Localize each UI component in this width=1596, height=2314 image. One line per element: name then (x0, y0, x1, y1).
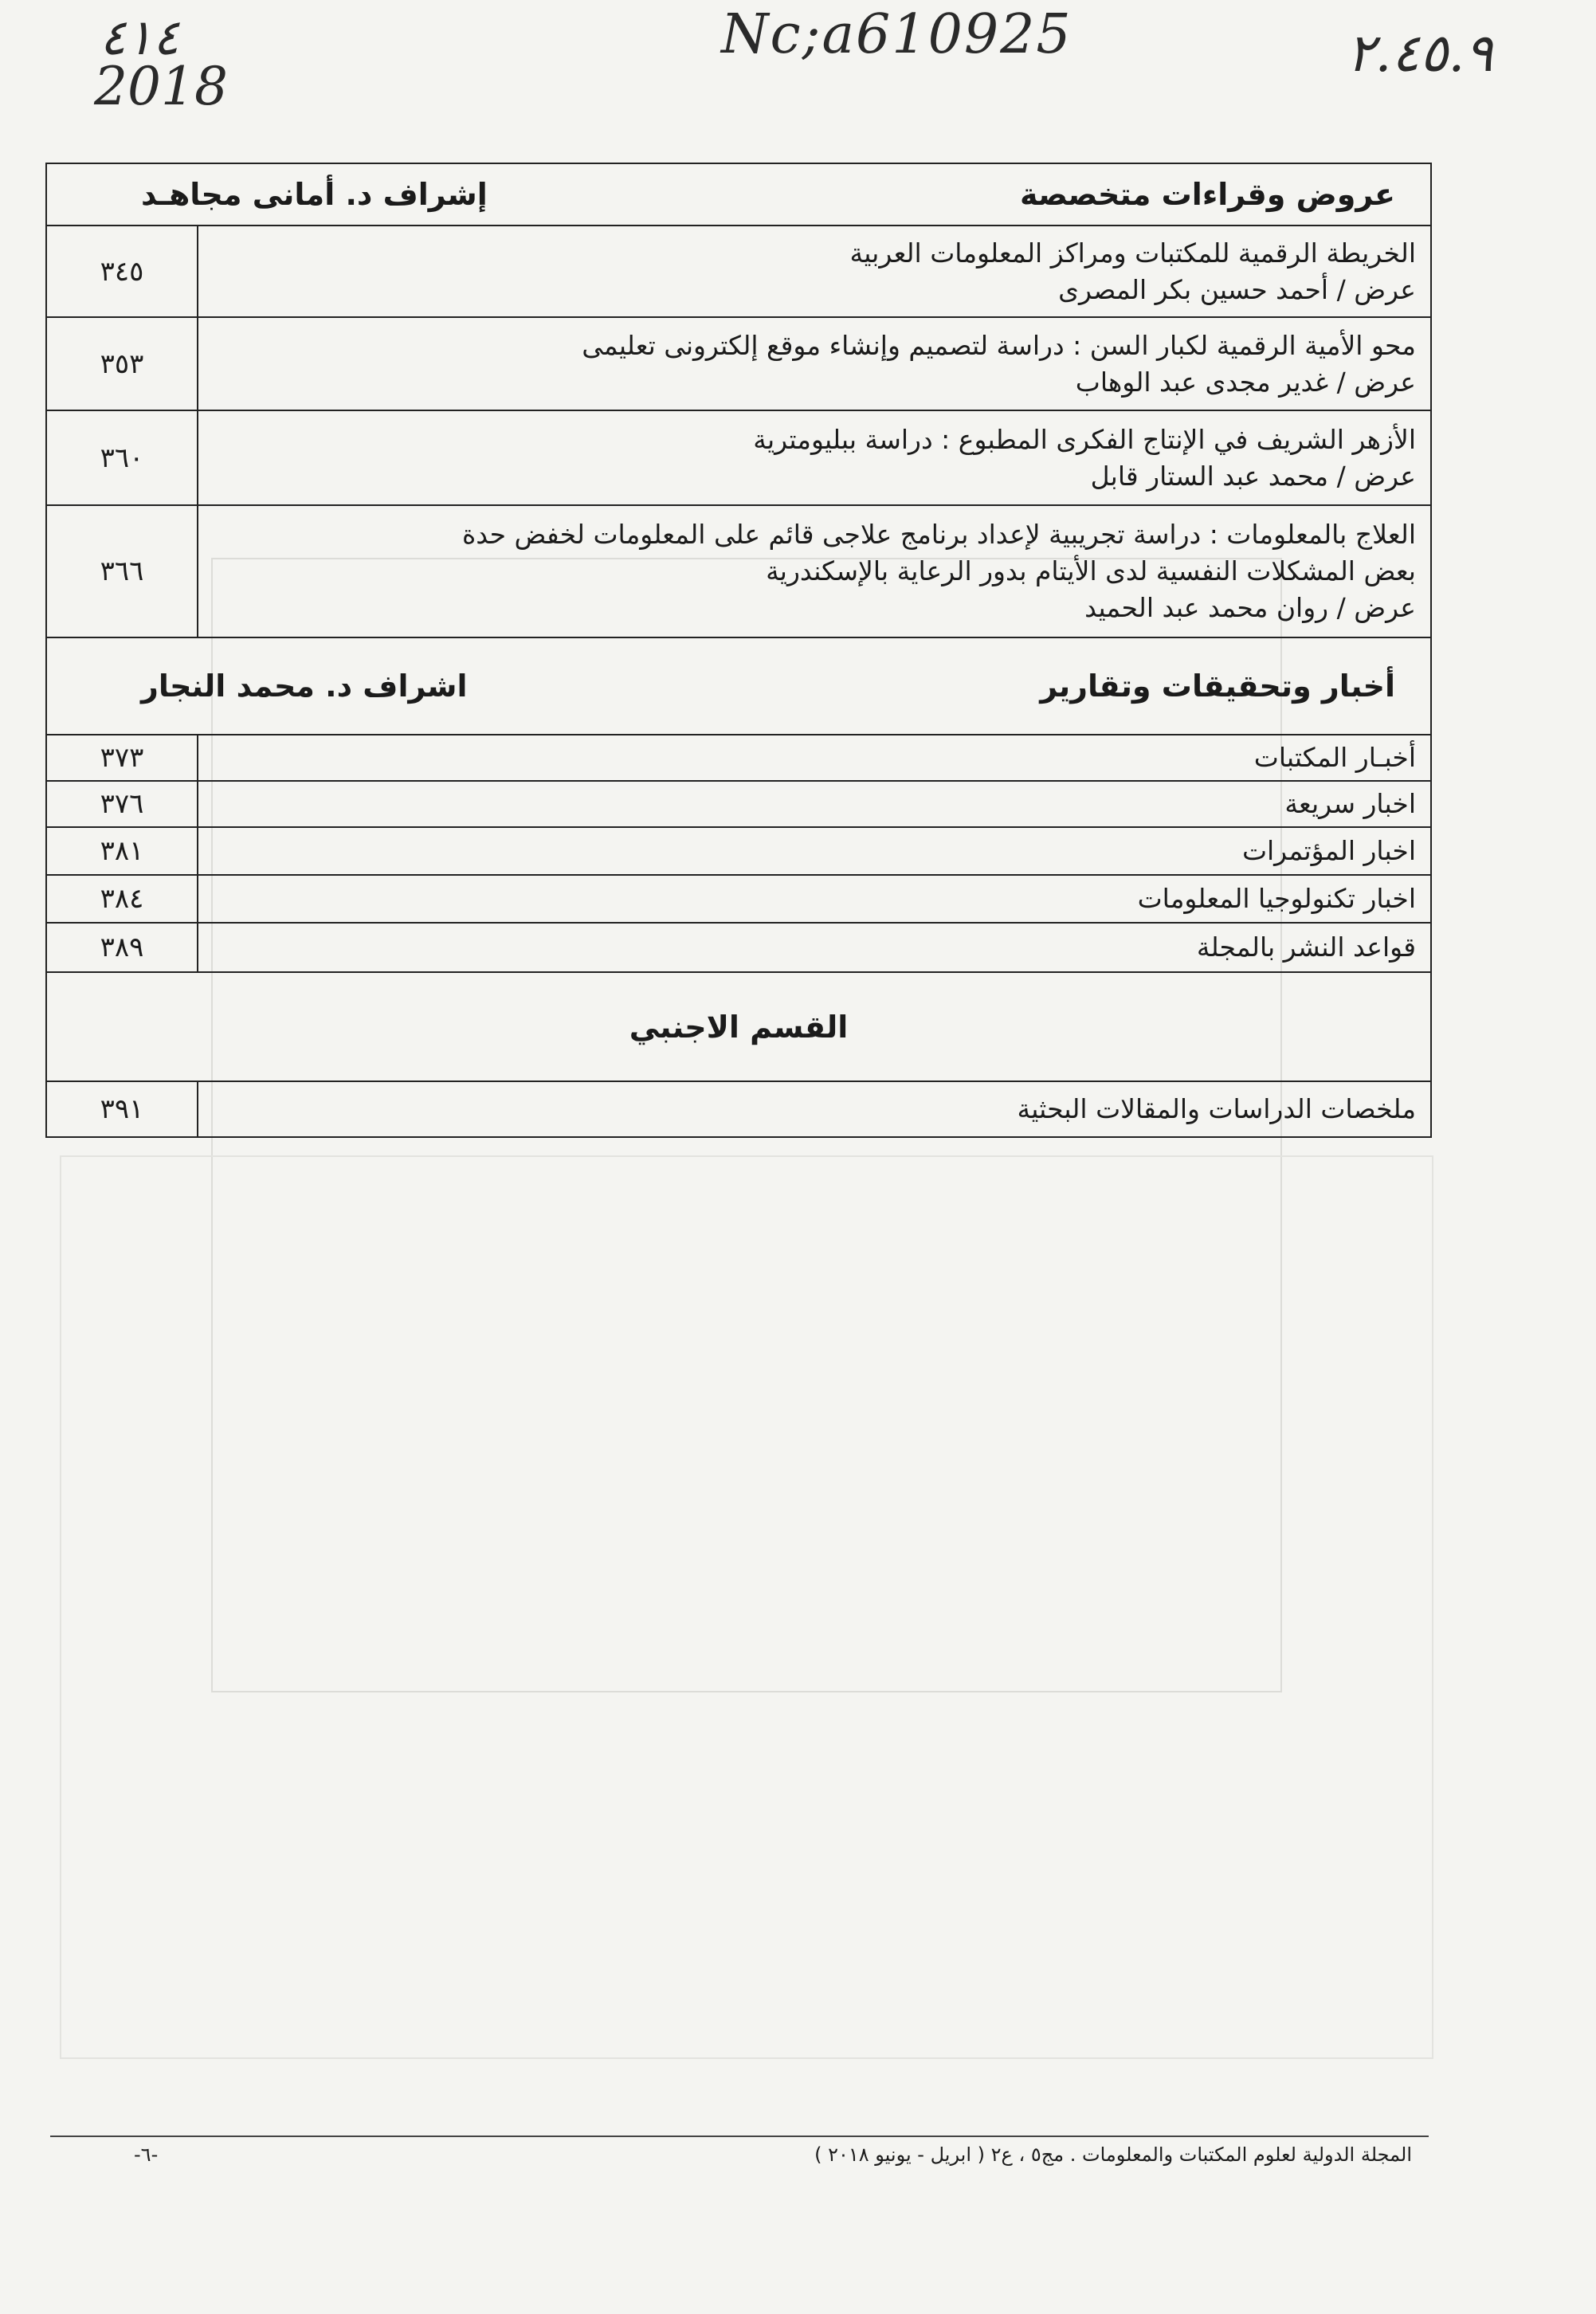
section-supervisor: إشراف د. أمانى مجاهـد (141, 177, 488, 212)
entry-title-continued: بعض المشكلات النفسية لدى الأيتام بدور الرعاية بالإسكندرية (766, 555, 1416, 586)
page-number: ٣٧٦ (46, 781, 198, 827)
page-number: ٣٥٣ (46, 317, 198, 410)
page-number: ٣٤٥ (46, 226, 198, 317)
bleed-through-table (60, 1155, 1433, 2059)
entry-title: محو الأمية الرقمية لكبار السن : دراسة لتصميم وإنشاء موقع إلكترونى تعليمى (582, 329, 1416, 361)
section-header-news (46, 637, 1431, 735)
entry-title: اخبار المؤتمرات (1241, 835, 1416, 866)
page-number: ٣٨١ (46, 827, 198, 875)
page-number: ٣٩١ (46, 1081, 198, 1137)
section-supervisor: اشراف د. محمد النجار (141, 669, 468, 704)
entry-title: العلاج بالمعلومات : دراسة تجريبية لإعداد برنامج علاجى قائم على المعلومات لخفض حدة (462, 519, 1416, 550)
entry-title: الأزهر الشريف في الإنتاج الفكرى المطبوع : دراسة ببليومترية (753, 423, 1416, 455)
journal-citation: المجلة الدولية لعلوم المكتبات والمعلومات . مج٥ ، ع٢ ( ابريل - يونيو ٢٠١٨ ) (814, 2143, 1412, 2166)
table-row (46, 781, 1431, 827)
section-title: أخبار وتحقيقات وتقارير (1040, 669, 1395, 704)
section-title: عروض وقراءات متخصصة (1020, 177, 1395, 212)
page-number: ٣٦٠ (46, 410, 198, 505)
page-number: ٣٨٩ (46, 923, 198, 972)
section-title: القسم الاجنبي (629, 1009, 849, 1045)
entry-reviewer: عرض / غدير مجدى عبد الوهاب (1075, 366, 1416, 398)
entry-title: أخبـار المكتبات (1253, 742, 1416, 773)
entry-reviewer: عرض / روان محمد عبد الحميد (1084, 592, 1416, 623)
table-row (46, 317, 1431, 410)
entry-title: اخبار تكنولوجيا المعلومات (1137, 883, 1416, 914)
table-row (46, 226, 1431, 317)
handwritten-year-top-left: 2018 (94, 56, 228, 117)
footer-rule (50, 2136, 1429, 2137)
table-row (46, 875, 1431, 923)
handwritten-classification: ٢.٤٥.٩ (1347, 22, 1493, 84)
handwritten-number-top-left: ٤١٤ (100, 8, 179, 66)
entry-reviewer: عرض / محمد عبد الستار قابل (1090, 460, 1416, 492)
entry-reviewer: عرض / أحمد حسين بكر المصرى (1058, 273, 1416, 305)
page-number: ٣٨٤ (46, 875, 198, 923)
section-header-reviews (46, 163, 1431, 226)
entry-title: الخريطة الرقمية للمكتبات ومراكز المعلومات العربية (849, 237, 1416, 269)
page-number: ٣٦٦ (46, 505, 198, 637)
section-header-foreign (46, 972, 1431, 1081)
table-row (46, 827, 1431, 875)
table-row (46, 1081, 1431, 1137)
table-row (46, 410, 1431, 505)
handwritten-call-number: Nc;a610925 (721, 3, 1072, 66)
table-row (46, 505, 1431, 637)
page-number: ٣٧٣ (46, 735, 198, 781)
page-number-footer: -٦- (134, 2143, 159, 2166)
entry-title: اخبار سريعة (1284, 788, 1416, 819)
contents-table (45, 163, 1432, 1138)
entry-title: ملخصات الدراسات والمقالات البحثية (1017, 1093, 1416, 1124)
table-row (46, 923, 1431, 972)
entry-title: قواعد النشر بالمجلة (1196, 931, 1416, 963)
table-row (46, 735, 1431, 781)
